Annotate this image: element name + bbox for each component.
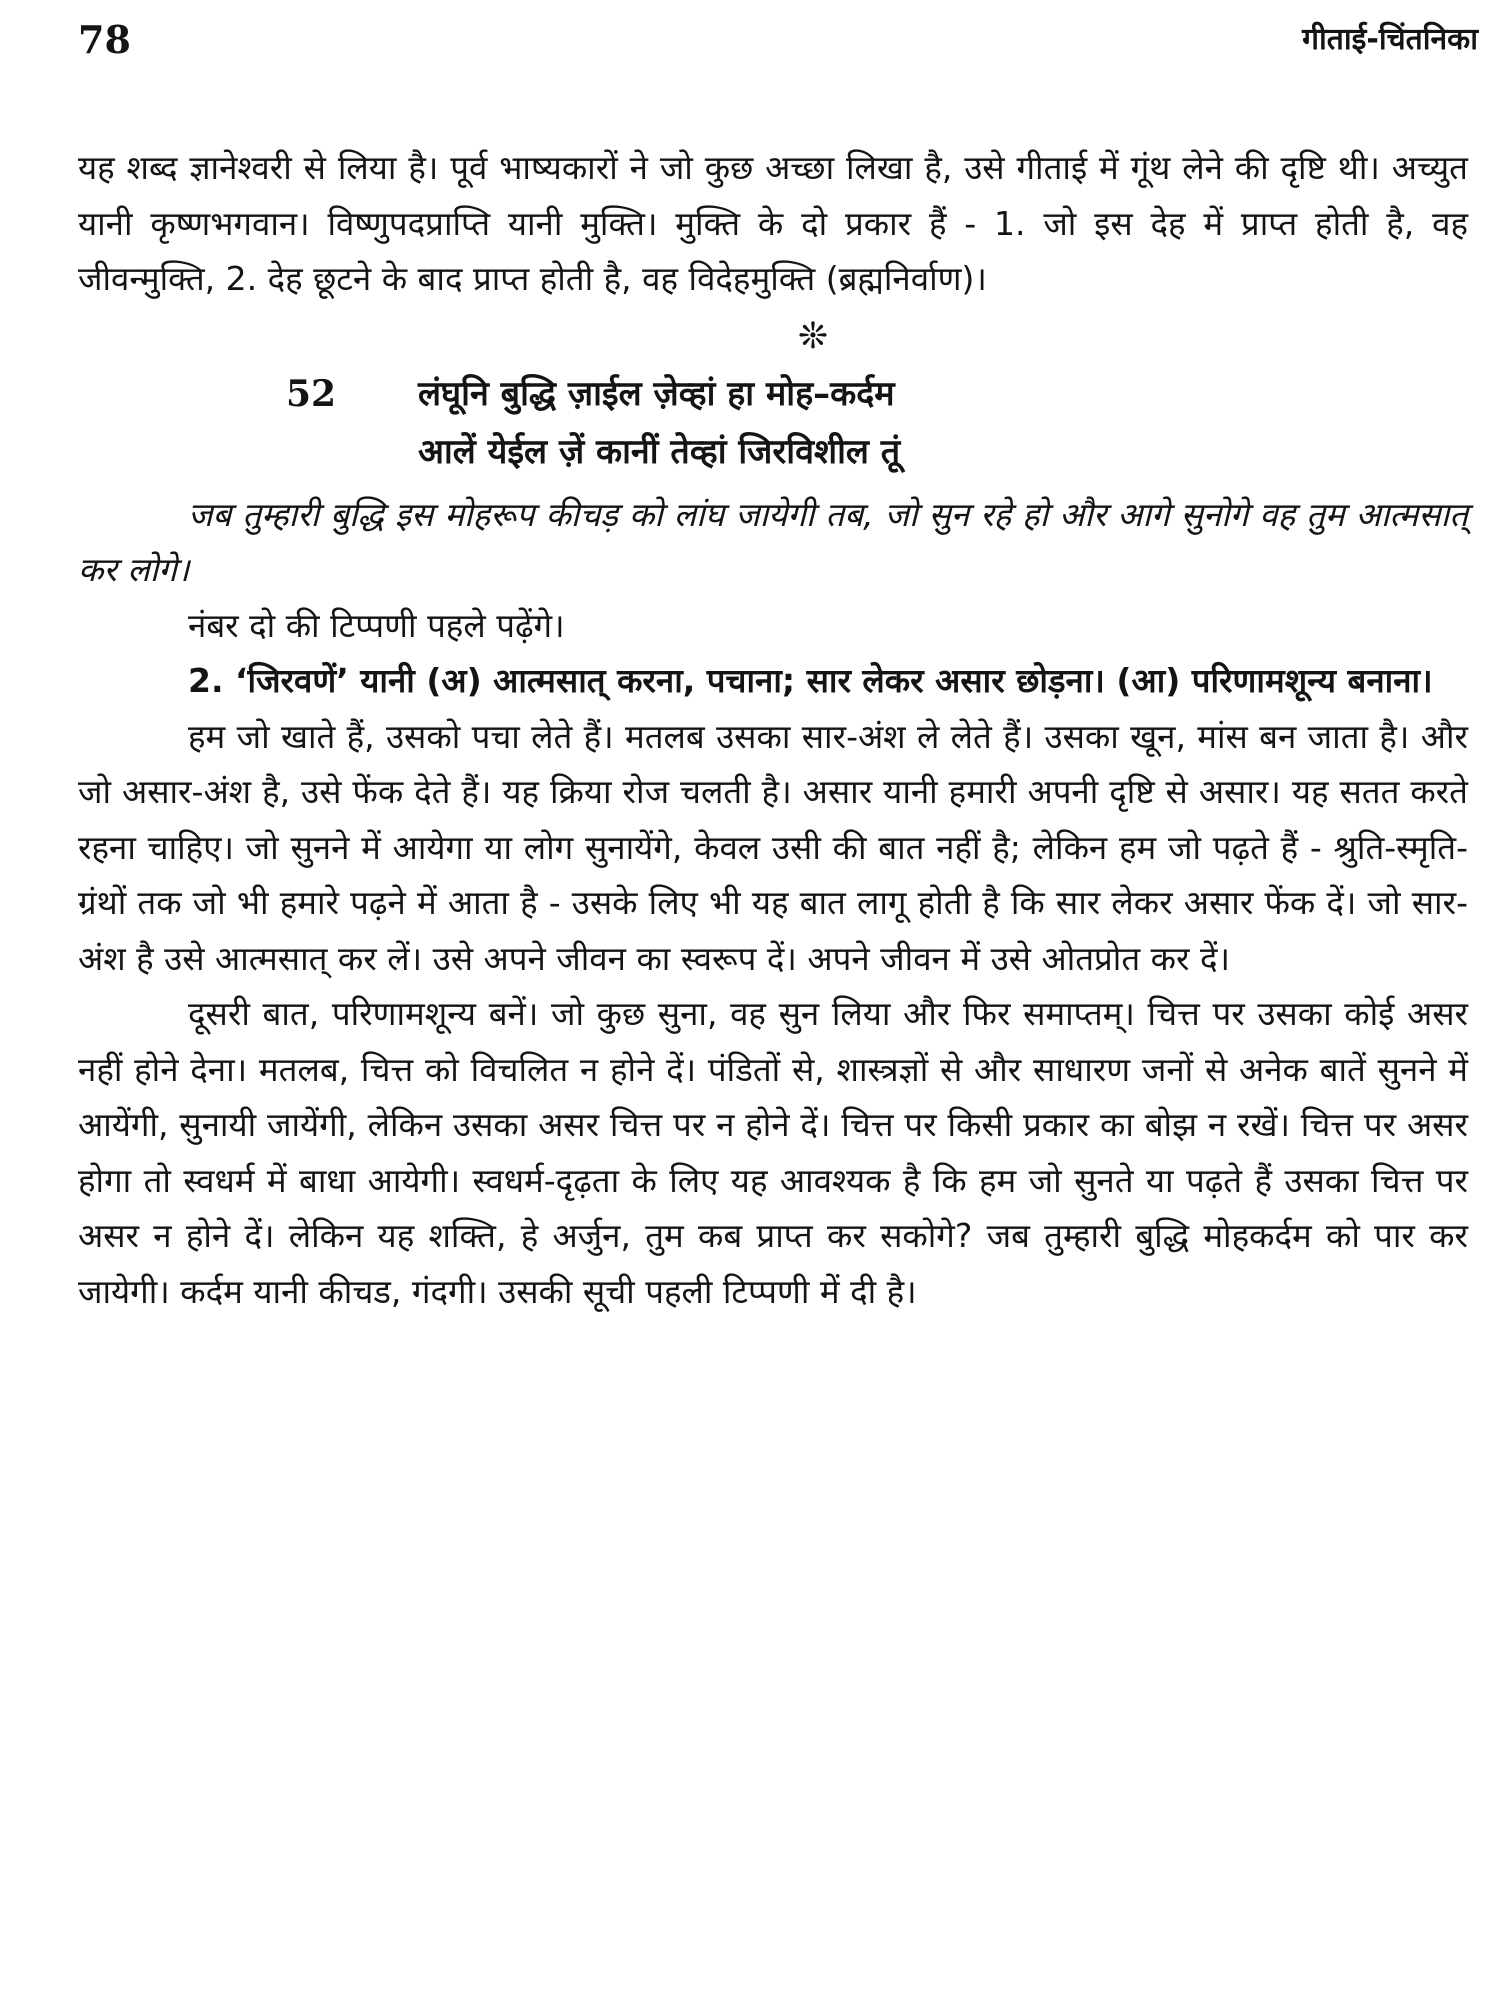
verse-number: 52	[286, 372, 337, 415]
paragraph-intro: यह शब्द ज्ञानेश्वरी से लिया है। पूर्व भाष्यकारों ने जो कुछ अच्छा लिखा है, उसे गीताई में गूंथ लेने की दृष्टि थी। अच्युत यानी कृष्णभगवान। विष्णुपदप्राप्ति यानी मुक्ति। मुक्ति के दो प्रकार हैं - 1. जो इस देह में प्राप्त होती है, वह जीवन्मुक्ति, 2. देह छूटने के बाद प्राप्त होती है, वह विदेहमुक्ति (ब्रह्मनिर्वाण)।	[78, 148, 1468, 298]
verse-translation: जब तुम्हारी बुद्धि इस मोहरूप कीचड़ को लांघ जायेगी तब, जो सुन रहे हो और आगे सुनोगे वह तुम आत्मसात् कर लोगे।	[78, 494, 1468, 589]
verse-block	[78, 365, 1468, 481]
note-intro: नंबर दो की टिप्पणी पहले पढ़ेंगे।	[188, 605, 565, 645]
page-body	[78, 140, 1468, 1319]
note-heading: 2. ‘जिरवणें’ यानी (अ) आत्मसात् करना, पचाना; सार लेकर असार छोड़ना। (आ) परिणामशून्य बनाना।	[188, 661, 1433, 700]
running-title: गीताई-चिंतनिका	[1302, 22, 1478, 57]
verse-line-2: आलें येईल ज़ें कानीं तेव्हां जिरविशील तूं	[418, 431, 901, 472]
paragraph-digest: हम जो खाते हैं, उसको पचा लेते हैं। मतलब उसका सार-अंश ले लेते हैं। उसका खून, मांस बन जाता है। और जो असार-अंश है, उसे फेंक देते हैं। यह क्रिया रोज चलती है। असार यानी हमारी अपनी दृष्टि से असार। यह सतत करते रहना चाहिए। जो सुनने में आयेगा या लोग सुनायेंगे, केवल उसी की बात नहीं है; लेकिन हम जो पढ़ते हैं - श्रुति-स्मृति-ग्रंथों तक जो भी हमारे पढ़ने में आता है - उसके लिए भी यह बात लागू होती है कि सार लेकर असार फेंक दें। जो सार-अंश है उसे आत्मसात् कर लें। उसे अपने जीवन का स्वरूप दें। अपने जीवन में उसे ओतप्रोत कर दें।	[78, 716, 1468, 978]
verse-line-1: लंघूनि बुद्धि ज़ाईल ज़ेव्हां हा मोह–कर्दम	[418, 373, 895, 414]
page-number: 78	[78, 17, 131, 62]
section-ornament: ❊	[797, 315, 829, 357]
page-header	[0, 0, 1500, 70]
paragraph-detachment: दूसरी बात, परिणामशून्य बनें। जो कुछ सुना, वह सुन लिया और फिर समाप्तम्। चित्त पर उसका कोई असर नहीं होने देना। मतलब, चित्त को विचलित न होने दें। पंडितों से, शास्त्रज्ञों से और साधारण जनों से अनेक बातें सुनने में आयेंगी, सुनायी जायेंगी, लेकिन उसका असर चित्त पर न होने दें। चित्त पर किसी प्रकार का बोझ न रखें। चित्त पर असर होगा तो स्वधर्म में बाधा आयेगी। स्वधर्म-दृढ़ता के लिए यह आवश्यक है कि हम जो सुनते या पढ़ते हैं उसका चित्त पर असर न होने दें। लेकिन यह शक्ति, हे अर्जुन, तुम कब प्राप्त कर सकोगे? जब तुम्हारी बुद्धि मोहकर्दम को पार कर जायेगी। कर्दम यानी कीचड, गंदगी। उसकी सूची पहली टिप्पणी में दी है।	[78, 994, 1468, 1311]
